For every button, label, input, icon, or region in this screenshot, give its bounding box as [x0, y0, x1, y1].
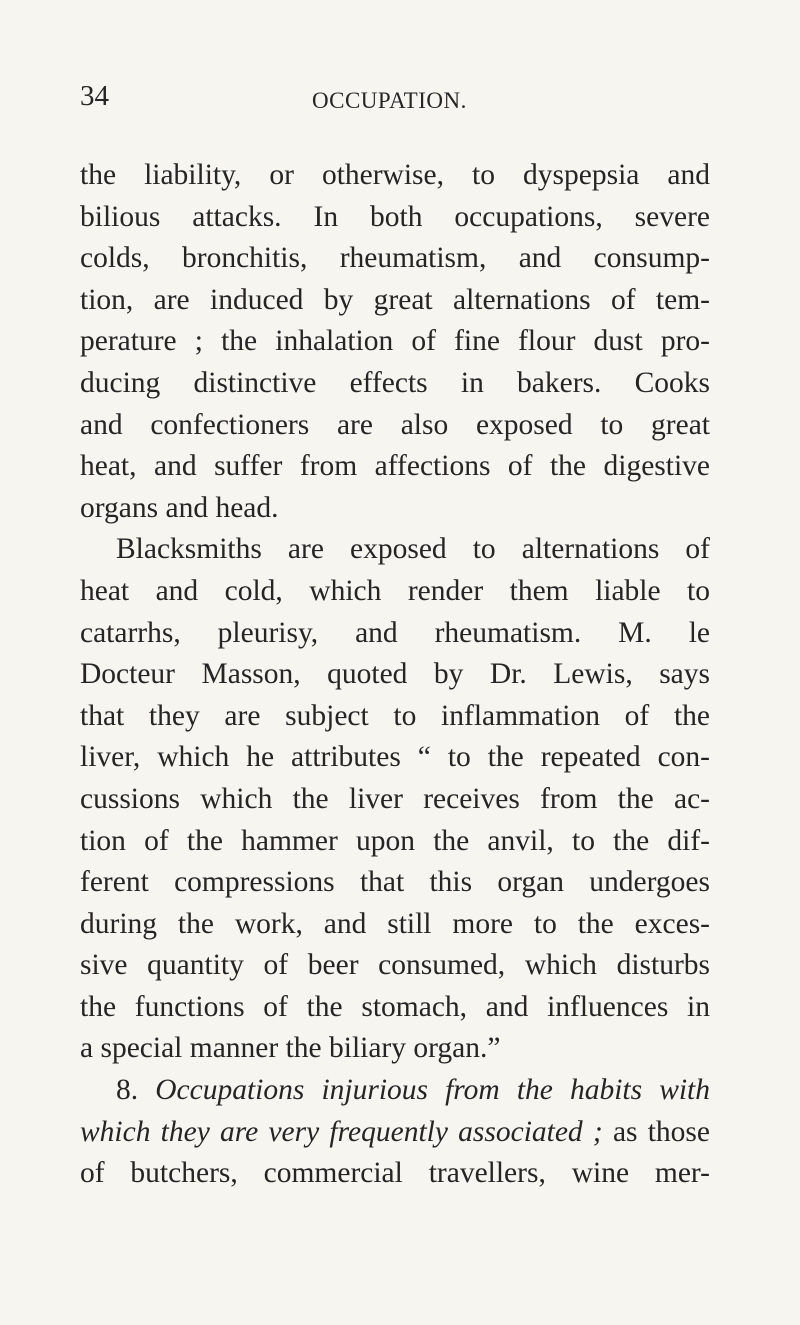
text-line: that they are subject to inflammation of the — [80, 699, 710, 732]
section-8-line-2 — [80, 1112, 710, 1154]
text-line: liver, which he attributes “ to the repeated con- — [80, 741, 710, 774]
section-number: 8. — [116, 1074, 139, 1107]
text-line: ferent compressions that this organ undergoes — [80, 866, 710, 899]
text-line: perature ; the inhalation of fine flour dust pro- — [80, 325, 710, 358]
body-text — [80, 155, 710, 1195]
text-line: the liability, or otherwise, to dyspepsia and — [80, 159, 710, 191]
running-head: OCCUPATION. — [312, 88, 467, 113]
text-line: ducing distinctive effects in bakers. Cooks — [80, 366, 710, 399]
text-line: a special manner the biliary organ.” — [80, 1032, 501, 1065]
text-line: catarrhs, pleurisy, and rheumatism. M. le — [80, 616, 710, 649]
text-line: during the work, and still more to the exces- — [80, 907, 710, 940]
section-title-part-1: Occupations injurious from the habits with — [155, 1074, 711, 1107]
text-line: sive quantity of beer consumed, which disturbs — [80, 949, 710, 982]
text-line: cussions which the liver receives from the ac- — [80, 782, 710, 815]
section-8-line-3: of butchers, commercial travellers, wine mer- — [80, 1157, 710, 1190]
text-line: heat, and suffer from affections of the digestive — [80, 450, 710, 483]
section-text: as those — [612, 1115, 711, 1148]
text-line: bilious attacks. In both occupations, severe — [80, 200, 710, 233]
page-number: 34 — [80, 80, 109, 112]
text-line: heat and cold, which render them liable to — [80, 574, 710, 607]
text-line: Blacksmiths are exposed to alternations of — [116, 533, 710, 566]
text-line: tion of the hammer upon the anvil, to the dif- — [80, 824, 710, 857]
text-line: organs and head. — [80, 491, 279, 524]
text-line: and confectioners are also exposed to great — [80, 408, 710, 441]
text-line: colds, bronchitis, rheumatism, and consump- — [80, 242, 710, 275]
section-8-line-1 — [80, 1070, 710, 1112]
section-title-part-2: which they are very frequently associated ; — [80, 1115, 603, 1148]
text-line: the functions of the stomach, and influences in — [80, 990, 710, 1023]
text-line: tion, are induced by great alternations of tem- — [80, 283, 710, 316]
text-line: Docteur Masson, quoted by Dr. Lewis, says — [80, 658, 710, 691]
page-header — [80, 80, 700, 120]
